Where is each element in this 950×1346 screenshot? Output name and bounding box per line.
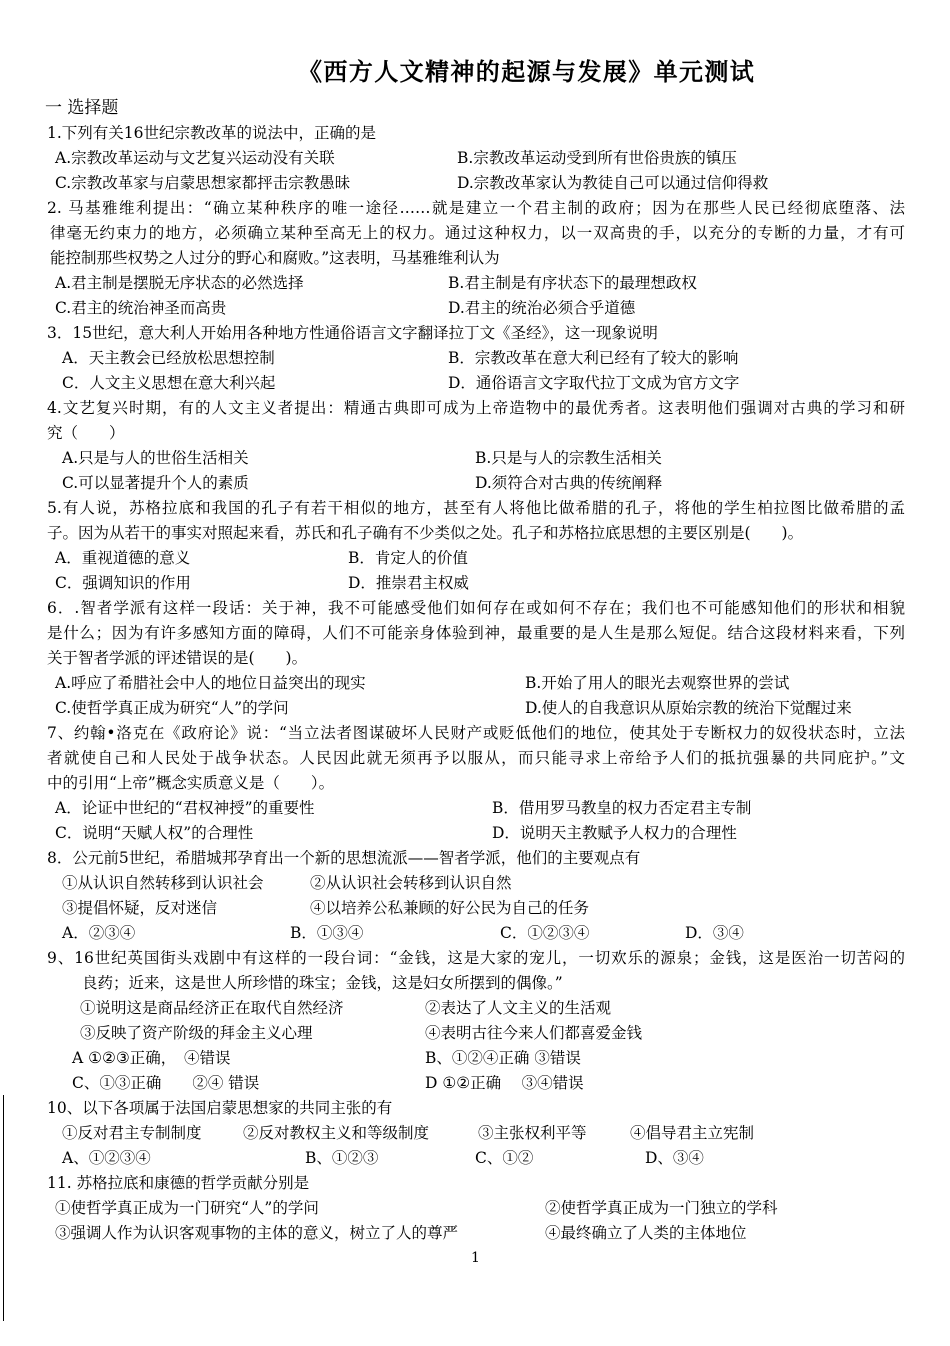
question-10-item-2: ②反对教权主义和等级制度 <box>243 1124 430 1142</box>
question-11-item-4: ④最终确立了人类的主体地位 <box>545 1224 747 1242</box>
question-6-option-c: C.使哲学真正成为研究“人”的学问 <box>55 699 289 717</box>
question-10-items-row <box>0 1121 950 1146</box>
question-11-items-row <box>0 1196 950 1221</box>
question-1-options-row <box>0 171 950 196</box>
question-4-stem: 4.文艺复兴时期，有的人文主义者提出：精通古典即可成为上帝造物中的最优秀者。这表明他们强调对古典的学习和研 <box>47 399 905 417</box>
question-11-item-2: ②使哲学真正成为一门独立的学科 <box>545 1199 778 1217</box>
question-8-options-row <box>0 921 950 946</box>
question-4-stem-line <box>0 421 950 446</box>
question-2-stem-line <box>0 246 950 271</box>
question-6-options-row <box>0 696 950 721</box>
question-9-option-c: C、①③正确 ②④ 错误 <box>72 1074 260 1092</box>
question-9-stem: 良药；近来，这是世人所珍惜的珠宝；金钱，这是妇女所摆到的偶像。” <box>82 974 563 992</box>
question-3-option-b: B．宗教改革在意大利已经有了较大的影响 <box>448 349 739 367</box>
question-1-options-row <box>0 146 950 171</box>
question-8-option-d: D．③④ <box>685 924 744 942</box>
question-7-options-row <box>0 821 950 846</box>
question-4-options-row <box>0 446 950 471</box>
question-8-option-c: C．①②③④ <box>500 924 590 942</box>
question-8-stem: 8．公元前5世纪，希腊城邦孕育出一个新的思想流派——智者学派，他们的主要观点有 <box>47 849 641 867</box>
question-1-option-b: B.宗教改革运动受到所有世俗贵族的镇压 <box>457 149 737 167</box>
question-4-option-d: D.须符合对古典的传统阐释 <box>475 474 663 492</box>
question-5-option-d: D．推崇君主权威 <box>348 574 469 592</box>
question-2-option-b: B.君主制是有序状态下的最理想政权 <box>448 274 697 292</box>
page-footer <box>0 1246 950 1271</box>
question-2-option-a: A.君主制是摆脱无序状态的必然选择 <box>55 274 304 292</box>
question-9-items-row <box>0 996 950 1021</box>
question-8-item-1: ①从认识自然转移到认识社会 <box>62 874 264 892</box>
page-number: 1 <box>471 1250 480 1266</box>
question-4-option-b: B.只是与人的宗教生活相关 <box>475 449 662 467</box>
question-6-stem: 6．.智者学派有这样一段话：关于神，我不可能感受他们如何存在或如何不存在；我们也不可能感知他们的形状和相貌 <box>47 599 905 617</box>
question-2-stem-line <box>0 221 950 246</box>
question-7-option-a: A．论证中世纪的“君权神授”的重要性 <box>55 799 315 817</box>
section-heading: 一 选择题 <box>45 98 119 118</box>
question-8-option-b: B．①③④ <box>290 924 364 942</box>
question-9-options-row <box>0 1071 950 1096</box>
question-1-option-a: A.宗教改革运动与文艺复兴运动没有关联 <box>55 149 335 167</box>
question-8-option-a: A．②③④ <box>62 924 136 942</box>
question-9-stem-line <box>0 971 950 996</box>
question-7-stem-line <box>0 771 950 796</box>
question-10-options-row <box>0 1146 950 1171</box>
question-1-stem: 1.下列有关16世纪宗教改革的说法中，正确的是 <box>47 124 377 142</box>
question-6-options-row <box>0 671 950 696</box>
question-3-options-row <box>0 346 950 371</box>
question-3-option-d: D．通俗语言文字取代拉丁文成为官方文字 <box>448 374 740 392</box>
question-2-option-d: D.君主的统治必须合乎道德 <box>448 299 636 317</box>
question-3-stem: 3．15世纪，意大利人开始用各种地方性通俗语言文字翻译拉丁文《圣经》，这一现象说明 <box>47 324 658 342</box>
question-1-option-d: D.宗教改革家认为教徒自己可以通过信仰得救 <box>457 174 769 192</box>
question-11-stem-line <box>0 1171 950 1196</box>
question-3-stem-line <box>0 321 950 346</box>
question-5-option-c: C．强调知识的作用 <box>55 574 191 592</box>
question-list <box>0 96 950 1271</box>
question-5-options-row <box>0 546 950 571</box>
question-9-item-2: ②表达了人文主义的生活观 <box>425 999 612 1017</box>
section-heading-line <box>0 96 950 121</box>
question-8-item-4: ④以培养公私兼顾的好公民为自己的任务 <box>310 899 590 917</box>
question-10-option-a: A、①②③④ <box>62 1149 151 1167</box>
question-7-stem-line <box>0 721 950 746</box>
question-9-option-a: A ①②③正确， ④错误 <box>72 1049 231 1067</box>
question-4-option-a: A.只是与人的世俗生活相关 <box>62 449 249 467</box>
question-8-stem-line <box>0 846 950 871</box>
question-4-stem-line <box>0 396 950 421</box>
question-8-items-row <box>0 871 950 896</box>
question-6-stem: 关于智者学派的评述错误的是( )。 <box>47 649 308 667</box>
question-7-options-row <box>0 796 950 821</box>
question-7-stem-line <box>0 746 950 771</box>
question-8-items-row <box>0 896 950 921</box>
question-9-item-3: ③反映了资产阶级的拜金主义心理 <box>80 1024 313 1042</box>
question-2-option-c: C.君主的统治神圣而高贵 <box>55 299 227 317</box>
question-9-item-1: ①说明这是商品经济正在取代自然经济 <box>80 999 344 1017</box>
question-5-options-row <box>0 571 950 596</box>
margin-line <box>3 1095 4 1321</box>
page-title: 《西方人文精神的起源与发展》单元测试 <box>298 57 756 86</box>
question-5-option-a: A．重视道德的意义 <box>55 549 191 567</box>
question-2-options-row <box>0 271 950 296</box>
question-2-stem-line <box>0 196 950 221</box>
question-11-items-row <box>0 1221 950 1246</box>
question-10-option-b: B、①②③ <box>305 1149 379 1167</box>
question-10-item-4: ④倡导君主立宪制 <box>630 1124 755 1142</box>
question-10-item-3: ③主张权利平等 <box>478 1124 587 1142</box>
question-7-stem: 7、约翰•洛克在《政府论》说：“当立法者图谋破坏人民财产或贬低他们的地位，使其处于专断权力的奴役状态时，立法 <box>47 724 905 742</box>
question-4-options-row <box>0 471 950 496</box>
question-5-option-b: B．肯定人的价值 <box>348 549 468 567</box>
question-5-stem: 5.有人说，苏格拉底和我国的孔子有若干相似的地方，甚至有人将他比做希腊的孔子，将他的学生柏拉图比做希腊的孟 <box>47 499 905 517</box>
question-7-option-d: D．说明天主教赋予人权力的合理性 <box>492 824 737 842</box>
question-8-item-3: ③提倡怀疑，反对迷信 <box>62 899 218 917</box>
question-9-stem: 9、16世纪英国街头戏剧中有这样的一段台词：“金钱，这是大家的宠儿，一切欢乐的源泉；金钱，这是医治一切苦闷的 <box>47 949 905 967</box>
question-2-stem: 2. 马基雅维利提出：“确立某种秩序的唯一途径……就是建立一个君主制的政府；因为在那些人民已经彻底堕落、法 <box>47 199 905 217</box>
question-7-option-b: B．借用罗马教皇的权力否定君主专制 <box>492 799 752 817</box>
question-6-option-b: B.开始了用人的眼光去观察世界的尝试 <box>525 674 790 692</box>
question-10-option-c: C、①② <box>475 1149 534 1167</box>
question-10-item-1: ①反对君主专制制度 <box>62 1124 202 1142</box>
question-1-option-c: C.宗教改革家与启蒙思想家都抨击宗教愚昧 <box>55 174 351 192</box>
question-3-option-c: C．人文主义思想在意大利兴起 <box>62 374 276 392</box>
question-7-stem: 中的引用“上帝”概念实质意义是（ ）。 <box>47 774 335 792</box>
question-8-item-2: ②从认识社会转移到认识自然 <box>310 874 512 892</box>
question-10-stem: 10、以下各项属于法国启蒙思想家的共同主张的有 <box>47 1099 393 1117</box>
question-2-stem: 律毫无约束力的地方，必须确立某种至高无上的权力。通过这种权力，以一双高贵的手，以充分的专断的力量，才有可 <box>50 224 905 242</box>
question-11-item-3: ③强调人作为认识客观事物的主体的意义，树立了人的尊严 <box>55 1224 459 1242</box>
question-10-option-d: D、③④ <box>645 1149 704 1167</box>
question-6-stem-line <box>0 646 950 671</box>
question-6-stem: 是什么；因为有许多感知方面的障碍，人们不可能亲身体验到神，最重要的是人生是那么短促。结合这段材料来看，下列 <box>47 624 905 642</box>
question-5-stem: 子。因为从若干的事实对照起来看，苏氏和孔子确有不少类似之处。孔子和苏格拉底思想的主要区别是( )。 <box>47 524 804 542</box>
question-9-item-4: ④表明古往今来人们都喜爱金钱 <box>425 1024 643 1042</box>
question-4-stem: 究（ ） <box>47 424 125 442</box>
question-9-options-row <box>0 1046 950 1071</box>
question-5-stem-line <box>0 521 950 546</box>
question-9-items-row <box>0 1021 950 1046</box>
question-4-option-c: C.可以显著提升个人的素质 <box>62 474 249 492</box>
question-3-option-a: A．天主教会已经放松思想控制 <box>62 349 275 367</box>
question-6-stem-line <box>0 621 950 646</box>
question-11-stem: 11. 苏格拉底和康德的哲学贡献分别是 <box>47 1174 310 1192</box>
question-2-stem: 能控制那些权势之人过分的野心和腐败。”这表明，马基雅维利认为 <box>50 249 500 267</box>
question-2-options-row <box>0 296 950 321</box>
question-3-options-row <box>0 371 950 396</box>
question-7-stem: 者就使自己和人民处于战争状态。人民因此就无须再予以服从，而只能寻求上帝给予人们的抵抗强暴的共同庇护。”文 <box>47 749 905 767</box>
question-9-option-d: D ①②正确 ③④错误 <box>425 1074 584 1092</box>
question-6-option-d: D.使人的自我意识从原始宗教的统治下觉醒过来 <box>525 699 852 717</box>
question-9-option-b: B、①②④正确 ③错误 <box>425 1049 581 1067</box>
question-1-stem-line <box>0 121 950 146</box>
question-7-option-c: C．说明“天赋人权”的合理性 <box>55 824 254 842</box>
question-5-stem-line <box>0 496 950 521</box>
question-6-option-a: A.呼应了希腊社会中人的地位日益突出的现实 <box>55 674 366 692</box>
question-9-stem-line <box>0 946 950 971</box>
question-6-stem-line <box>0 596 950 621</box>
question-10-stem-line <box>0 1096 950 1121</box>
question-11-item-1: ①使哲学真正成为一门研究“人”的学问 <box>55 1199 319 1217</box>
